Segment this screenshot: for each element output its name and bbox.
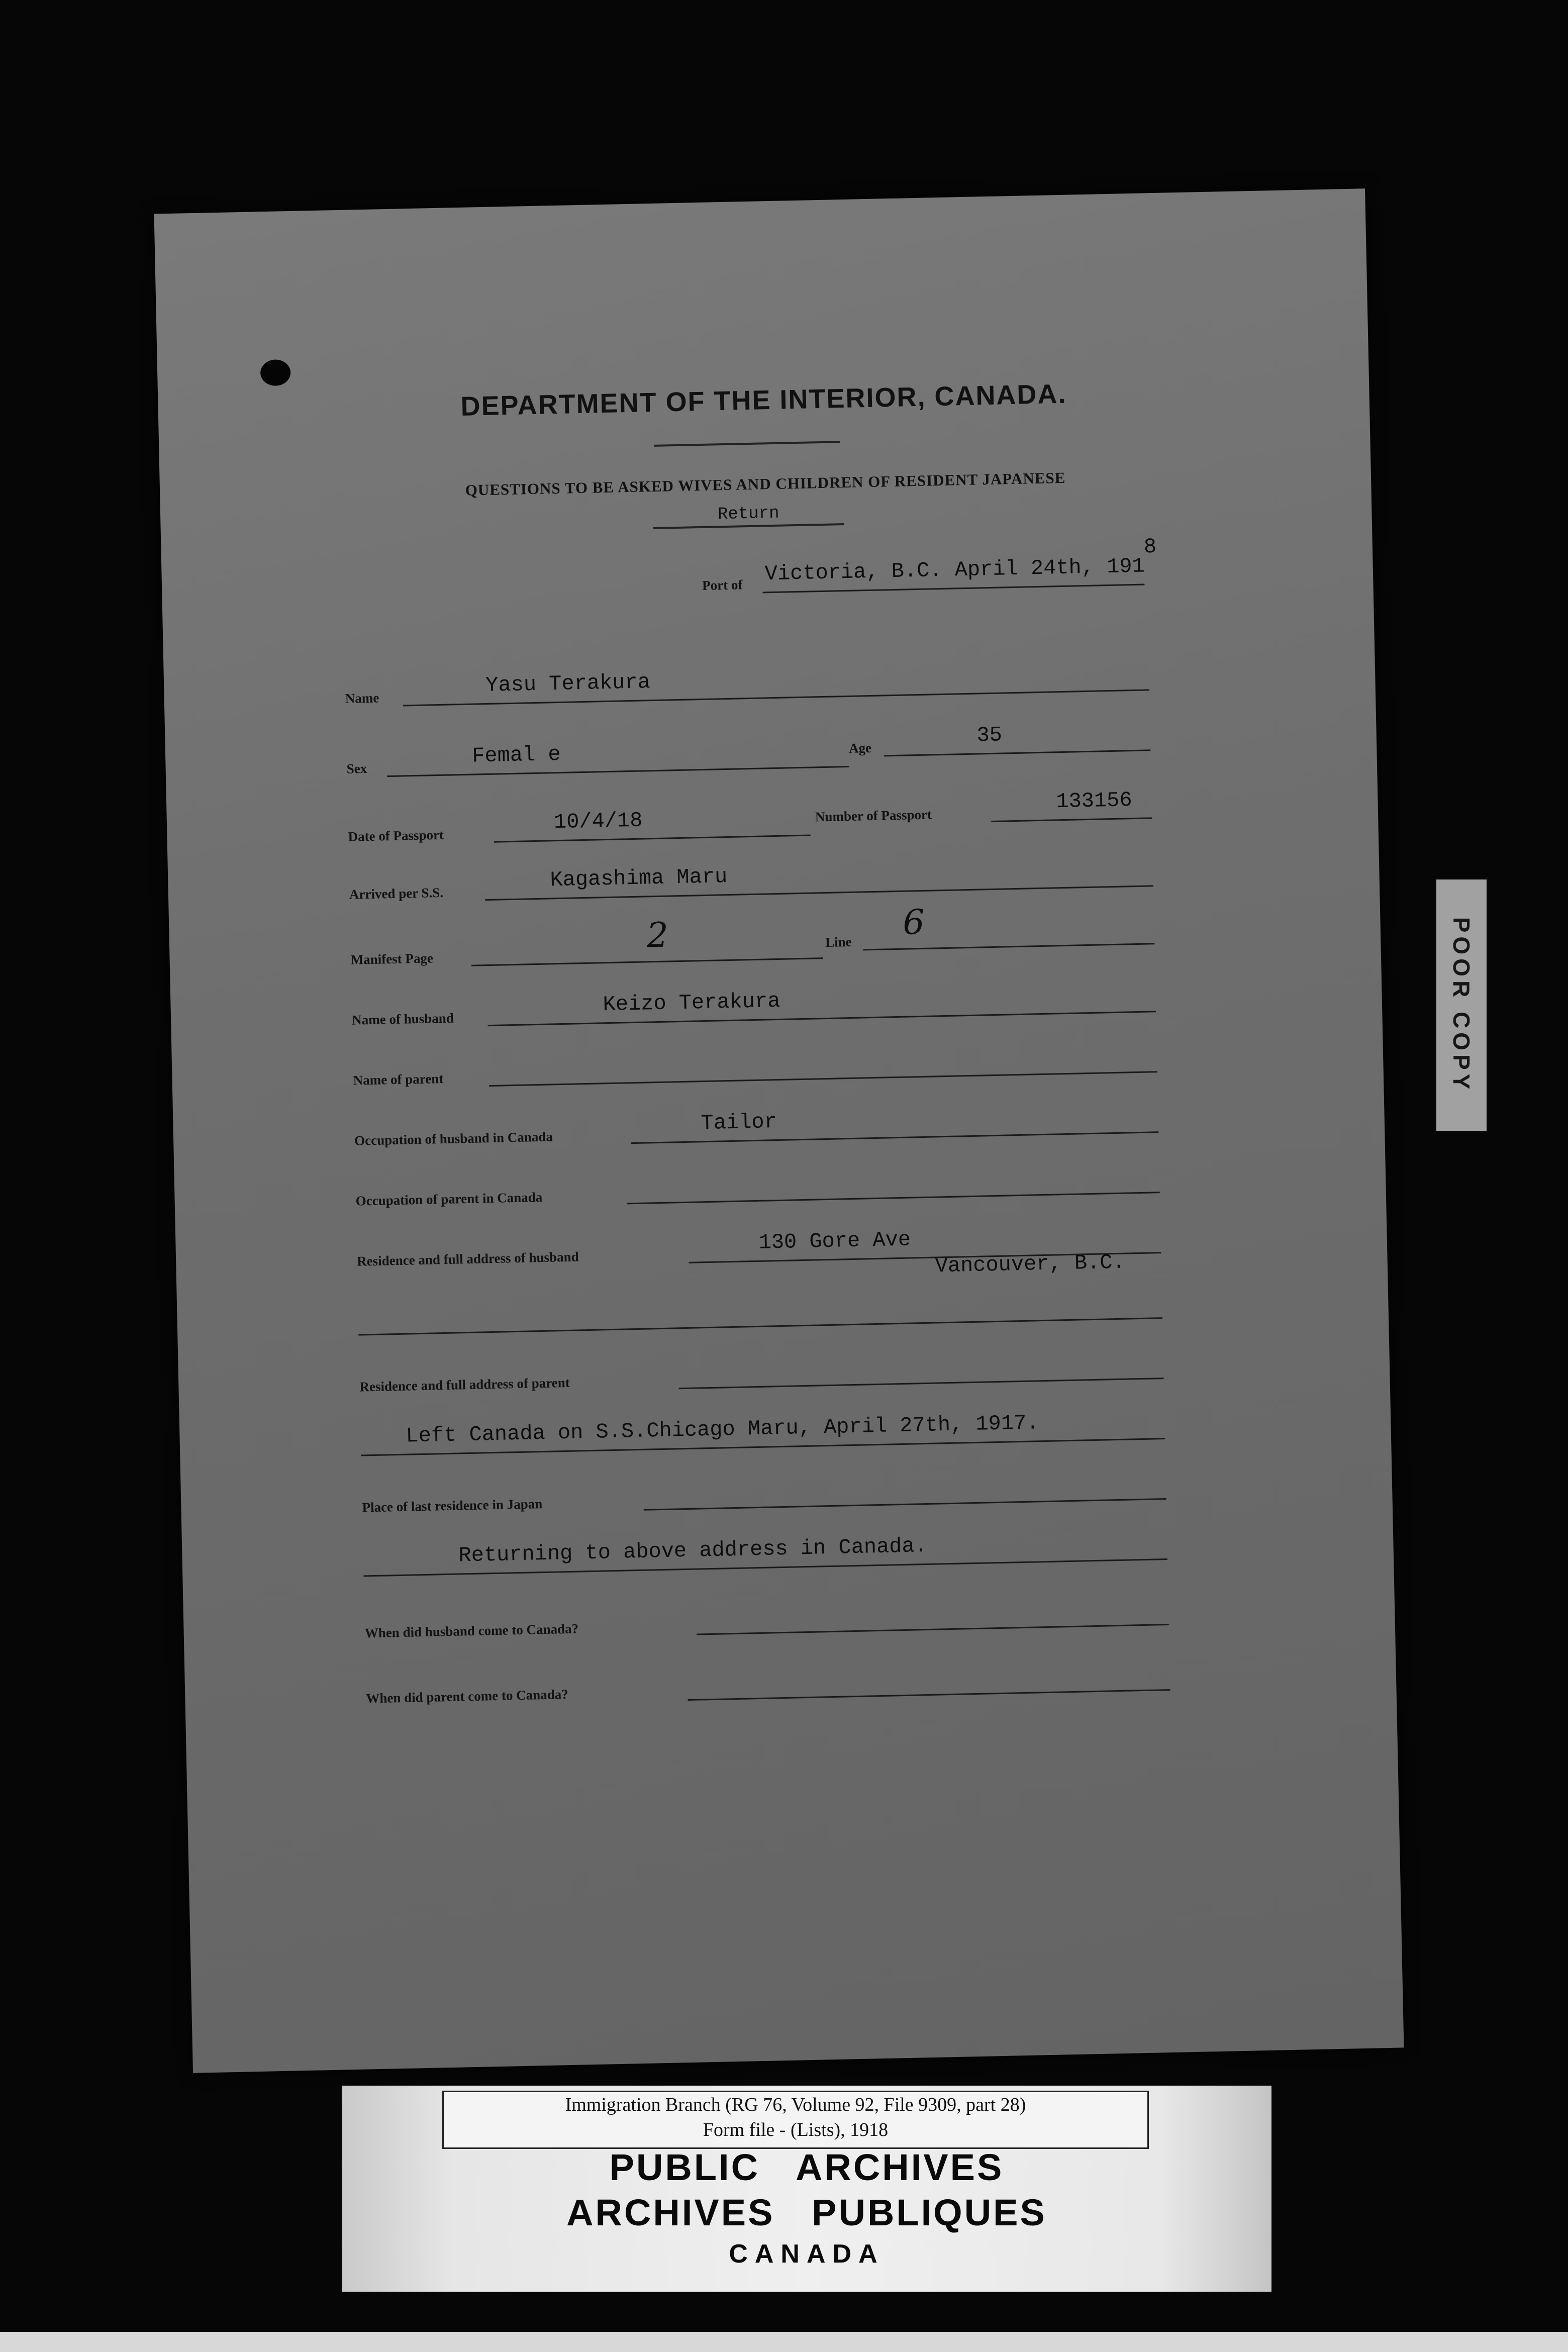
number-of-passport-value: 133156 <box>1055 788 1133 814</box>
port-field <box>702 550 1144 595</box>
manifest-page-field <box>350 915 823 969</box>
sex-field <box>346 732 849 778</box>
when-husband-came-label: When did husband come to Canada? <box>364 1621 579 1641</box>
name-of-parent-field <box>353 1037 1157 1089</box>
name-of-parent-label: Name of parent <box>353 1070 444 1088</box>
port-label: Port of <box>702 577 743 593</box>
return-word: Return <box>653 501 844 529</box>
sex-label: Sex <box>346 761 367 776</box>
arrived-per-ss-field <box>349 851 1153 903</box>
archive-reference-line2: Form file - (Lists), 1918 <box>703 2119 889 2140</box>
age-label: Age <box>848 740 872 756</box>
archive-reference-box <box>442 2091 1149 2149</box>
department-title: DEPARTMENT OF THE INTERIOR, CANADA. <box>460 378 1067 422</box>
date-of-passport-value: 10/4/18 <box>553 808 643 835</box>
line-field <box>825 902 1154 951</box>
poor-copy-text: POOR COPY <box>1448 917 1475 1094</box>
residence-parent-field <box>359 1344 1163 1396</box>
last-residence-japan-label: Place of last residence in Japan <box>362 1496 543 1515</box>
number-of-passport-label: Number of Passport <box>815 807 932 825</box>
name-of-husband-value: Keizo Terakura <box>603 989 780 1017</box>
returning-note: Returning to above address in Canada. <box>458 1534 928 1568</box>
arrived-per-ss-label: Arrived per S.S. <box>349 885 444 902</box>
date-of-passport-field <box>347 801 810 846</box>
residence-husband-value: 130 Gore Ave <box>758 1227 911 1255</box>
age-value: 35 <box>976 723 1003 748</box>
port-value: Victoria, B.C. April 24th, 191 <box>764 554 1145 586</box>
when-parent-came-field <box>365 1655 1170 1707</box>
line-value: 6 <box>902 902 925 943</box>
name-of-husband-field <box>351 977 1156 1029</box>
name-label: Name <box>345 690 379 706</box>
name-value: Yasu Terakura <box>485 670 651 698</box>
occupation-husband-field <box>354 1098 1158 1149</box>
occupation-parent-label: Occupation of parent in Canada <box>355 1189 543 1209</box>
punch-hole <box>260 359 291 386</box>
occupation-husband-label: Occupation of husband in Canada <box>354 1129 553 1148</box>
date-of-passport-label: Date of Passport <box>348 827 444 844</box>
sex-value: Femal e <box>471 742 561 768</box>
when-husband-came-field <box>364 1590 1169 1642</box>
name-field <box>345 655 1149 707</box>
left-canada-line <box>360 1404 1165 1456</box>
occupation-husband-value: Tailor <box>701 1110 777 1136</box>
manifest-page-value: 2 <box>646 915 669 956</box>
number-of-passport-field <box>815 783 1152 826</box>
age-field <box>848 716 1150 757</box>
returning-line <box>363 1525 1167 1577</box>
poor-copy-stamp <box>1436 879 1487 1131</box>
archives-publiques-text: ARCHIVES PUBLIQUES <box>566 2192 1047 2233</box>
year-digit: 8 <box>1143 535 1157 559</box>
canada-text: CANADA <box>729 2239 885 2269</box>
line-label: Line <box>825 934 852 950</box>
when-parent-came-label: When did parent come to Canada? <box>366 1687 568 1706</box>
arrived-per-ss-value: Kagashima Maru <box>549 864 728 893</box>
title-divider <box>654 441 840 447</box>
name-of-husband-label: Name of husband <box>351 1010 454 1028</box>
questions-title: QUESTIONS TO BE ASKED WIVES AND CHILDREN OF RESIDENT JAPANESE <box>465 468 1066 499</box>
public-archives-text: PUBLIC ARCHIVES <box>609 2146 1004 2188</box>
archive-reference-line1: Immigration Branch (RG 76, Volume 92, File 9309, part 28) <box>565 2094 1026 2115</box>
manifest-page-label: Manifest Page <box>350 950 434 967</box>
residence-husband-label: Residence and full address of husband <box>356 1249 579 1269</box>
film-edge <box>0 2332 1568 2352</box>
occupation-parent-field <box>355 1158 1160 1210</box>
residence-husband-value-line2: Vancouver, B.C. <box>935 1250 1126 1279</box>
residence-parent-label: Residence and full address of parent <box>359 1375 570 1395</box>
last-residence-japan-field <box>361 1464 1166 1516</box>
left-canada-note: Left Canada on S.S.Chicago Maru, April 27th, 1917. <box>406 1411 1040 1448</box>
form-sheet <box>154 188 1404 2073</box>
